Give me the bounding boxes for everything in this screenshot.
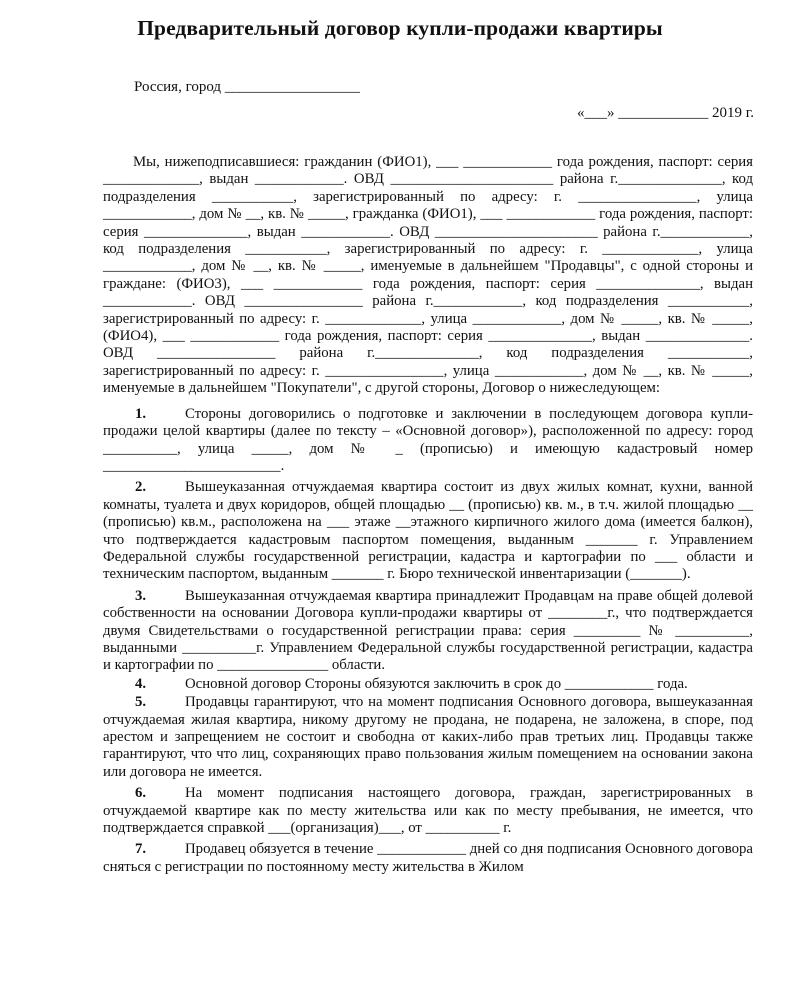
intro-paragraph: Мы, нижеподписавшиеся: гражданин (ФИО1), ___ ____________ года рождения, паспорт: серия _____________, выдан ____________. ОВД ______________________ района г.______________, код подразделения ___________, зарегистрированный по адресу: г. ________________, улица ____________, дом № __, кв. № _____, гражданка (ФИО1), ___ ____________ года рождения, паспорт: серия ______________, выдан ____________. ОВД ______________________ района г.____________, код подразделения ___________, зарегистрированный по адресу: г. _____________, улица ____________, дом № __, кв. № _____, именуемые в дальнейшем "Продавцы", с одной стороны и граждане: (ФИО3), ___ ____________ года рождения, паспорт: серия ______________, выдан ____________. ОВД ________________ района г.____________, код подразделения ___________, зарегистрированный по адресу: г. _____________, улица ____________, дом № _____, кв. № _____, (ФИО4), ___ ____________ года рождения, паспорт: серия ______________, выдан ______________. ОВД ________________ района г.______________, код подразделения ___________, зарегистрированный по адресу: г. ________________, улица ____________, дом № __, кв. № _____, именуемые в дальнейшем "Покупатели", с другой стороны, Договор о нижеследующем:	[103, 154, 753, 397]
clause-2	[103, 479, 753, 583]
clause-text: Вышеуказанная отчуждаемая квартира состоит из двух жилых комнат, кухни, ванной комнаты, туалета и двух коридоров, общей площадью __ (прописью) кв. м., в т.ч. жилой площадью __ (прописью) кв.м., расположена на ___ этаже __этажного кирпичного жилого дома (имеется балкон), что подтверждается кадастровым паспортом помещения, выданным _______ г. Управлением Федеральной службы государственной регистрации, кадастра и картографии по ___ области и техническим паспортом, выданным _______ г. Бюро технической инвентаризации (_______).	[103, 479, 753, 583]
clause-number: 3.	[135, 587, 147, 604]
document-title: Предварительный договор купли-продажи квартиры	[137, 16, 663, 40]
clause-number: 2.	[135, 479, 147, 496]
clause-6	[103, 785, 753, 837]
clause-number: 4.	[135, 675, 147, 692]
document-body	[103, 154, 753, 876]
clause-text: Вышеуказанная отчуждаемая квартира принадлежит Продавцам на праве общей долевой собственности на основании Договора купли-продажи квартиры от ________г., что подтверждается двумя Свидетельствами о государственной регистрации права: серия _________ № __________, выданными __________г. Управлением Федеральной службы государственной регистрации, кадастра и картографии по _______________ области.	[103, 587, 753, 674]
clause-number: 7.	[135, 841, 147, 858]
clause-5	[103, 694, 753, 781]
clause-number: 1.	[135, 405, 147, 422]
clause-4	[103, 676, 753, 693]
clause-text: Стороны договорились о подготовке и заключении в последующем договора купли-продажи целой квартиры (далее по тексту – «Основной договор»), расположенной по адресу: город __________, улица _____, дом № _ (прописью) и имеющую кадастровый номер ________________________.	[103, 405, 753, 474]
clause-number: 5.	[135, 694, 147, 711]
clause-text: Продавцы гарантируют, что на момент подписания Основного договора, вышеуказанная отчуждаемая жилая квартира, никому другому не продана, не подарена, не заложена, в споре, под арестом и запрещением не состоит и свободна от каких-либо прав третьих лиц. Продавцы также гарантируют, что что лиц, сохраняющих право пользования жилым помещением на основании закона или договора не имеется.	[103, 694, 753, 780]
clause-text: На момент подписания настоящего договора, граждан, зарегистрированных в отчуждаемой квартире как по месту жительства или как по месту пребывания, не имеется, что подтверждается справкой ___(организация)___, от __________ г.	[103, 785, 753, 837]
clause-3	[103, 588, 753, 675]
clause-number: 6.	[135, 785, 147, 802]
city-line: Россия, город __________________	[134, 79, 360, 95]
clause-text: Основной договор Стороны обязуются заключить в срок до ____________ года.	[185, 675, 688, 692]
clause-7	[103, 841, 753, 876]
date-line: «___» ____________ 2019 г.	[577, 105, 754, 121]
clause-text: Продавец обязуется в течение ____________ дней со дня подписания Основного договора сняться с регистрации по постоянному месту жительства в Жилом	[103, 841, 753, 875]
clause-1	[103, 406, 753, 476]
